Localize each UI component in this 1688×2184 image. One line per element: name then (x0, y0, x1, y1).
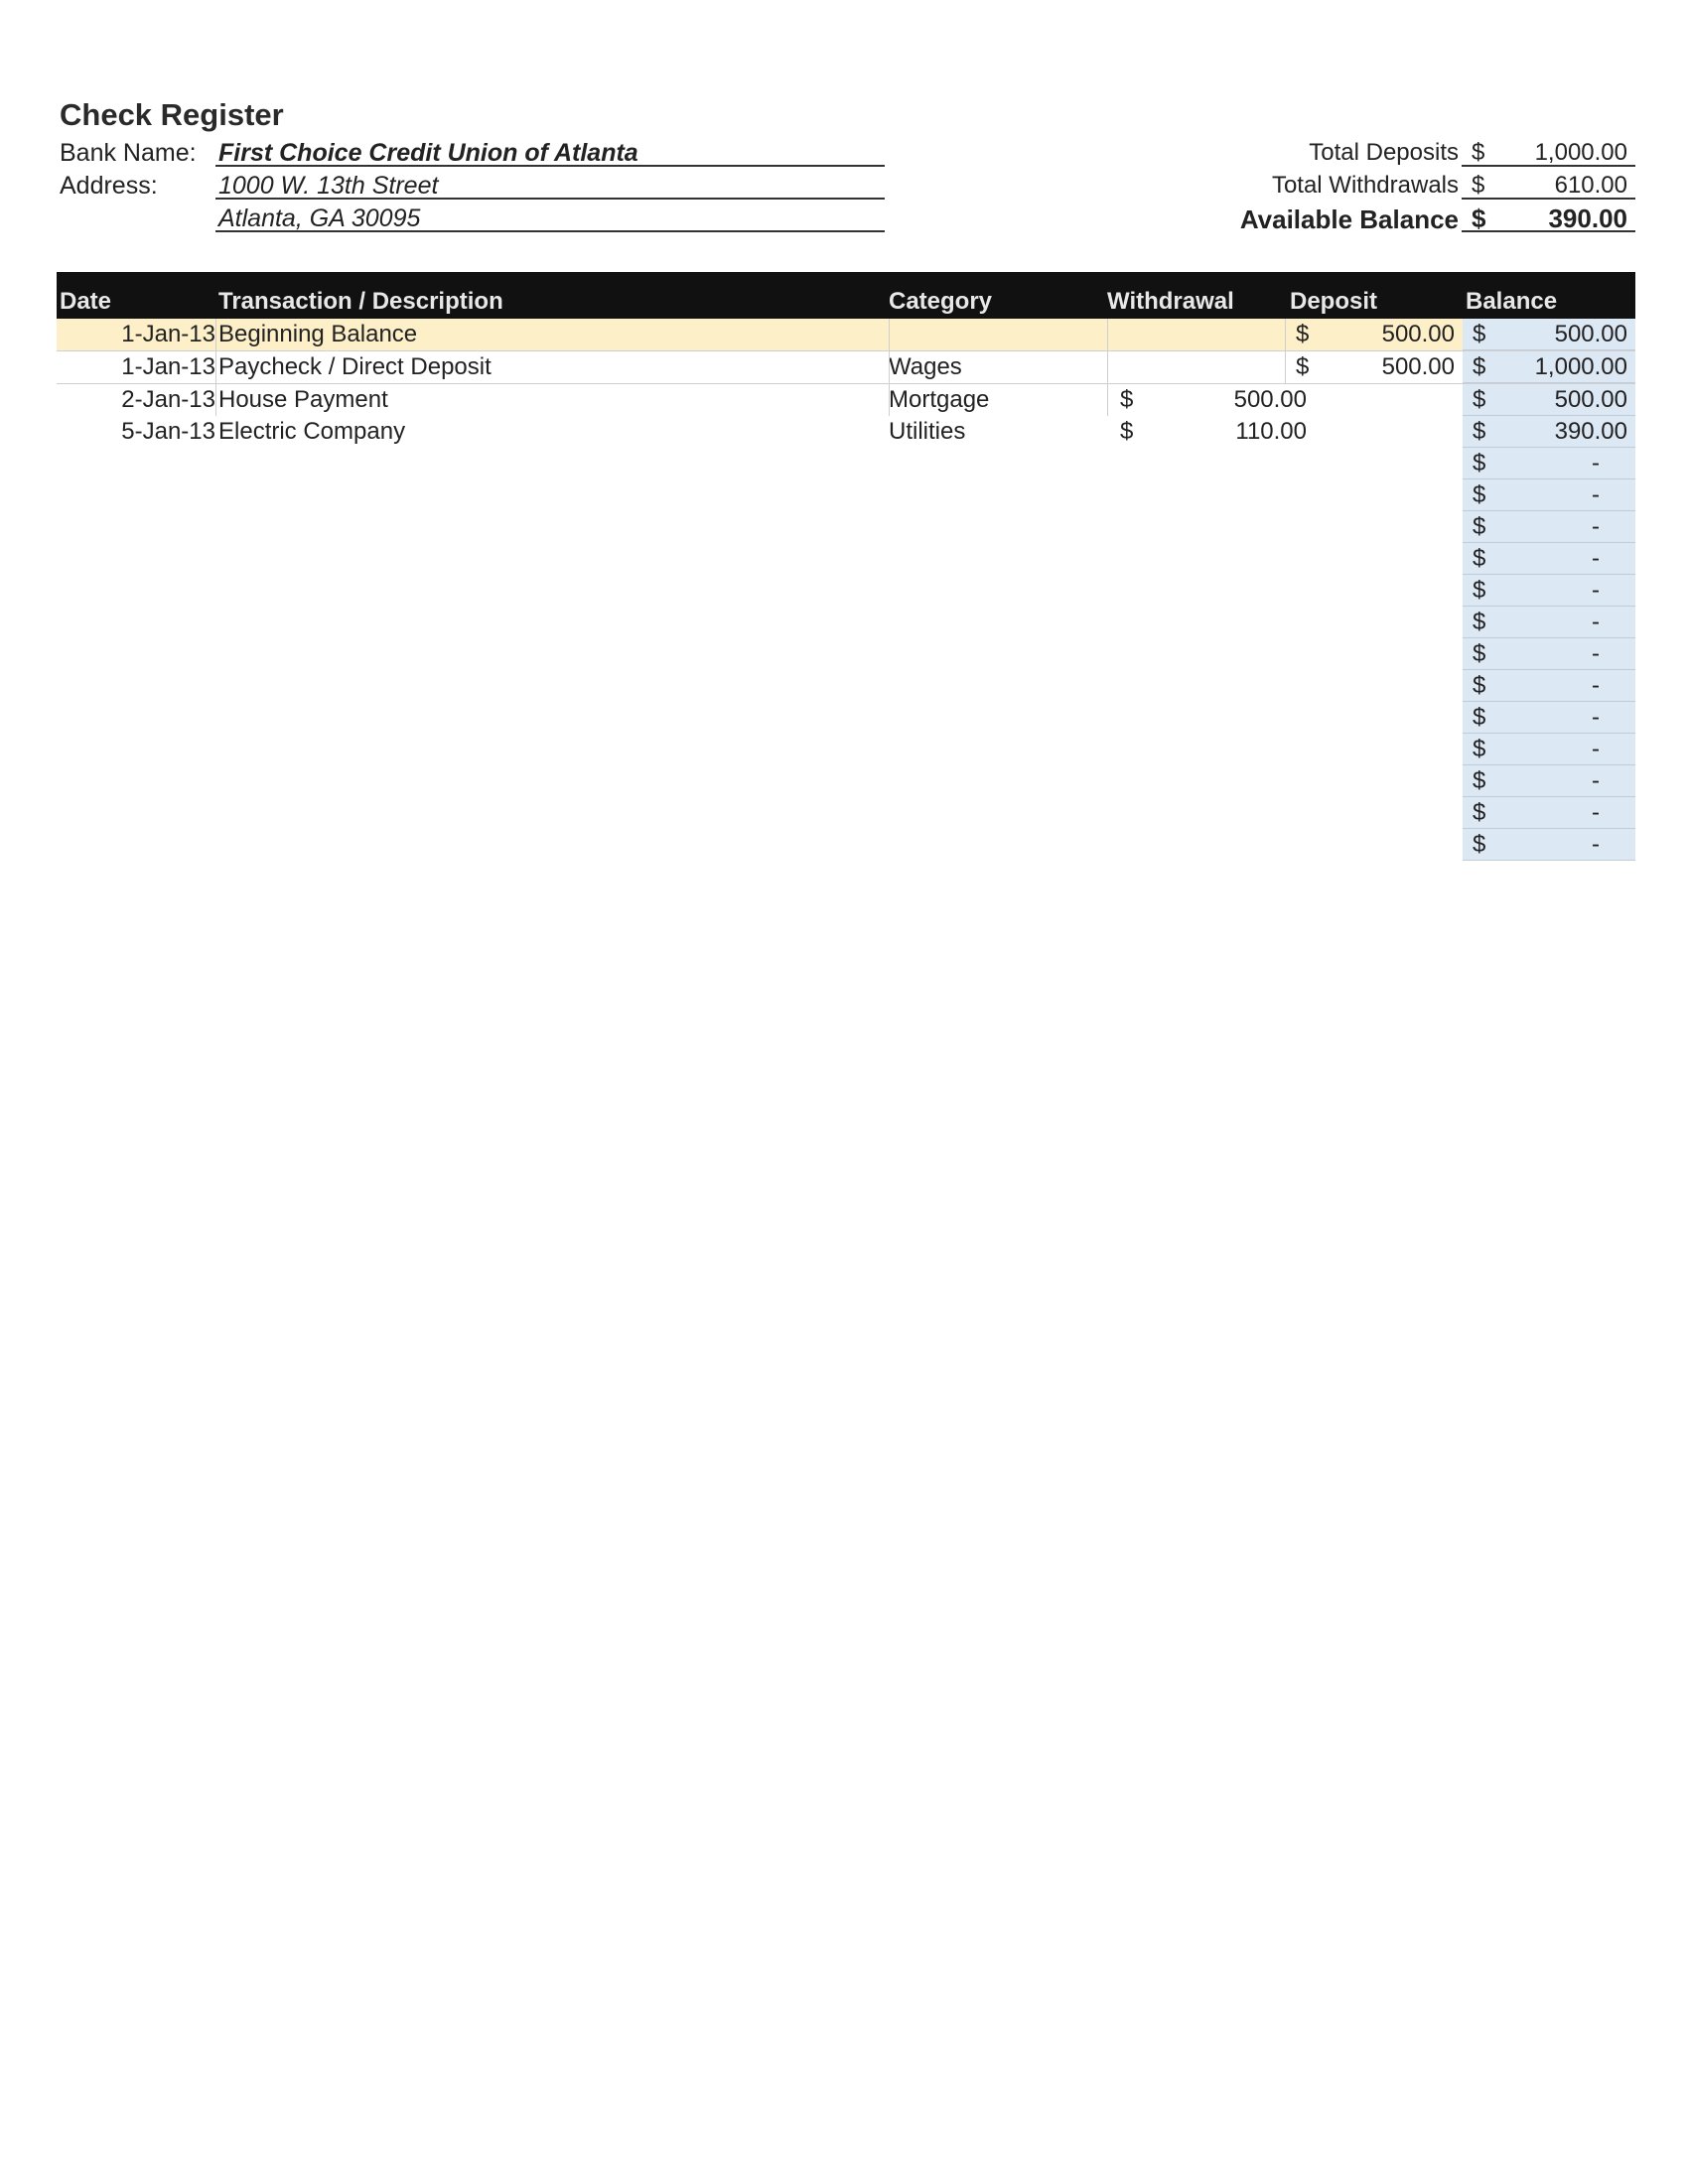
row-balance-amount: - (1592, 704, 1600, 731)
row-deposit: 500.00 (1381, 321, 1455, 347)
currency-symbol: $ (1473, 672, 1486, 699)
cell-divider (1285, 319, 1286, 350)
row-balance-amount: 500.00 (1554, 321, 1627, 347)
row-balance-amount: - (1592, 609, 1600, 635)
cell-divider (1107, 351, 1108, 383)
currency-symbol: $ (1120, 418, 1134, 445)
row-balance (1463, 829, 1635, 861)
row-balance (1463, 734, 1635, 765)
row-description: Electric Company (218, 418, 406, 445)
row-description: Paycheck / Direct Deposit (218, 353, 492, 380)
row-balance (1463, 351, 1635, 383)
table-row[interactable] (57, 702, 1635, 734)
col-category: Category (889, 288, 993, 315)
col-deposit: Deposit (1290, 288, 1378, 315)
table-row[interactable] (57, 319, 1635, 351)
row-balance (1463, 765, 1635, 797)
cell-divider (889, 384, 890, 416)
cell-divider (1107, 319, 1108, 350)
currency-symbol: $ (1473, 831, 1486, 858)
table-row[interactable] (57, 670, 1635, 702)
currency-symbol: $ (1296, 321, 1310, 347)
row-balance (1463, 670, 1635, 702)
col-date: Date (60, 288, 112, 315)
row-balance-amount: 390.00 (1554, 418, 1627, 445)
table-row[interactable] (57, 829, 1635, 861)
totals-summary (940, 137, 1635, 235)
row-balance (1463, 384, 1635, 416)
cell-divider (215, 351, 216, 383)
total-withdrawals-value (1462, 170, 1635, 200)
row-balance (1463, 543, 1635, 575)
register-table (57, 272, 1635, 861)
row-date: 2-Jan-13 (121, 386, 215, 413)
currency-symbol: $ (1473, 799, 1486, 826)
address-line2-field[interactable]: Atlanta, GA 30095 (215, 203, 885, 232)
row-balance-amount: - (1592, 767, 1600, 794)
row-balance-amount: - (1592, 450, 1600, 477)
cell-divider (215, 384, 216, 416)
row-description: Beginning Balance (218, 321, 418, 347)
row-category: Mortgage (889, 386, 990, 413)
row-withdrawal: 500.00 (1233, 386, 1307, 413)
table-row[interactable] (57, 607, 1635, 638)
currency-symbol: $ (1472, 204, 1486, 233)
table-body (57, 319, 1635, 861)
row-category: Wages (889, 353, 962, 380)
row-balance (1463, 575, 1635, 607)
available-balance-value (1462, 203, 1635, 232)
currency-symbol: $ (1473, 609, 1486, 635)
row-balance-amount: - (1592, 481, 1600, 508)
row-date: 1-Jan-13 (121, 321, 215, 347)
col-balance: Balance (1466, 288, 1558, 315)
row-balance-amount: 1,000.00 (1534, 353, 1627, 380)
table-row[interactable] (57, 479, 1635, 511)
total-withdrawals-amount: 610.00 (1554, 172, 1627, 199)
total-withdrawals-label: Total Withdrawals (1271, 172, 1459, 199)
total-deposits-amount: 1,000.00 (1534, 139, 1627, 166)
currency-symbol: $ (1473, 386, 1486, 413)
row-description: House Payment (218, 386, 388, 413)
address-label: Address: (60, 172, 158, 200)
bank-info (57, 137, 891, 235)
row-balance (1463, 511, 1635, 543)
row-balance-amount: - (1592, 672, 1600, 699)
total-deposits-label: Total Deposits (1309, 139, 1459, 166)
table-row[interactable] (57, 638, 1635, 670)
currency-symbol: $ (1473, 513, 1486, 540)
table-row[interactable] (57, 448, 1635, 479)
address-line1-field[interactable]: 1000 W. 13th Street (215, 170, 885, 200)
row-balance-amount: - (1592, 545, 1600, 572)
currency-symbol: $ (1296, 353, 1310, 380)
table-row[interactable] (57, 511, 1635, 543)
table-row[interactable] (57, 575, 1635, 607)
currency-symbol: $ (1473, 353, 1486, 380)
currency-symbol: $ (1120, 386, 1134, 413)
row-withdrawal: 110.00 (1235, 418, 1307, 445)
total-deposits-value (1462, 137, 1635, 167)
row-balance-amount: - (1592, 736, 1600, 762)
currency-symbol: $ (1473, 704, 1486, 731)
page-title: Check Register (60, 97, 284, 132)
table-row[interactable] (57, 543, 1635, 575)
row-balance (1463, 448, 1635, 479)
table-header (57, 272, 1635, 319)
table-row[interactable] (57, 351, 1635, 384)
row-balance-amount: - (1592, 831, 1600, 858)
row-balance-amount: - (1592, 640, 1600, 667)
currency-symbol: $ (1473, 640, 1486, 667)
row-balance (1463, 797, 1635, 829)
table-row[interactable] (57, 797, 1635, 829)
cell-divider (1107, 384, 1108, 416)
row-date: 1-Jan-13 (121, 353, 215, 380)
bank-name-label: Bank Name: (60, 139, 197, 167)
available-balance-label: Available Balance (1239, 205, 1459, 234)
row-balance-amount: - (1592, 799, 1600, 826)
row-balance-amount: - (1592, 577, 1600, 604)
row-balance (1463, 319, 1635, 350)
cell-divider (215, 319, 216, 350)
cell-divider (889, 351, 890, 383)
currency-symbol: $ (1473, 481, 1486, 508)
col-description: Transaction / Description (218, 288, 503, 315)
currency-symbol: $ (1473, 321, 1486, 347)
row-balance-amount: - (1592, 513, 1600, 540)
currency-symbol: $ (1472, 172, 1485, 199)
table-row[interactable] (57, 384, 1635, 416)
cell-divider (889, 319, 890, 350)
row-deposit: 500.00 (1381, 353, 1455, 380)
currency-symbol: $ (1473, 577, 1486, 604)
currency-symbol: $ (1472, 139, 1485, 166)
row-category: Utilities (889, 418, 966, 445)
col-withdrawal: Withdrawal (1107, 288, 1234, 315)
table-row[interactable] (57, 416, 1635, 448)
currency-symbol: $ (1473, 767, 1486, 794)
currency-symbol: $ (1473, 736, 1486, 762)
row-date: 5-Jan-13 (121, 418, 215, 445)
currency-symbol: $ (1473, 418, 1486, 445)
cell-divider (1285, 351, 1286, 383)
row-balance (1463, 702, 1635, 734)
row-balance (1463, 607, 1635, 638)
table-row[interactable] (57, 734, 1635, 765)
row-balance (1463, 638, 1635, 670)
currency-symbol: $ (1473, 450, 1486, 477)
table-row[interactable] (57, 765, 1635, 797)
currency-symbol: $ (1473, 545, 1486, 572)
bank-name-field[interactable]: First Choice Credit Union of Atlanta (215, 137, 885, 167)
available-balance-amount: 390.00 (1548, 204, 1627, 233)
row-balance (1463, 479, 1635, 511)
row-balance (1463, 416, 1635, 448)
row-balance-amount: 500.00 (1554, 386, 1627, 413)
